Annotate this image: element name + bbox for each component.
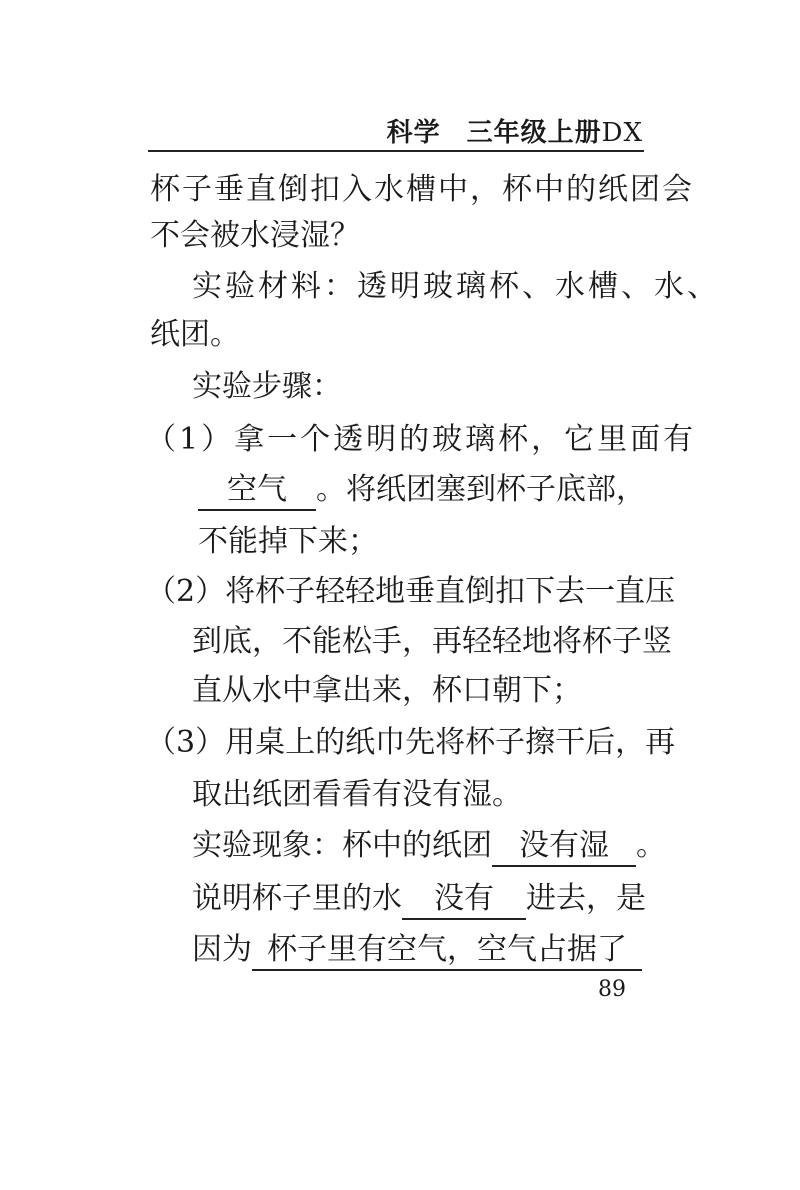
step-1-line	[198, 470, 646, 511]
explanation-text: 进去，是	[526, 881, 646, 916]
step-2-line: 到底，不能松手，再轻轻地将杯子竖	[192, 624, 672, 659]
step-1-line: （1）拿一个透明的玻璃杯，它里面有	[146, 422, 697, 457]
materials-line: 纸团。	[150, 317, 240, 352]
step-3-line: （3）用桌上的纸巾先将杯子擦干后，再	[146, 725, 676, 760]
answer-blank: 空气	[198, 473, 316, 511]
step-3-line: 取出纸团看看有没有湿。	[192, 777, 522, 812]
text-line: 杯子垂直倒扣入水槽中，杯中的纸团会	[150, 172, 694, 207]
step-2-line: （2）将杯子轻轻地垂直倒扣下去一直压	[146, 574, 676, 609]
answer-blank: 没有湿	[492, 829, 636, 867]
step-2-line: 直从水中拿出来，杯口朝下；	[192, 673, 582, 708]
header-edition: DX	[601, 118, 643, 148]
header-subject: 科学	[386, 118, 441, 148]
phenomenon-label: 实验现象：杯中的纸团	[192, 828, 492, 863]
header-grade: 三年级上册	[466, 118, 602, 148]
materials-line: 实验材料：透明玻璃杯、水槽、水、	[192, 269, 720, 304]
step-1-line: 不能掉下来；	[198, 524, 378, 559]
page-number: 89	[598, 977, 626, 1002]
step-1-text: 。将纸团塞到杯子底部，	[316, 472, 646, 507]
explanation-line	[192, 879, 646, 920]
answer-blank: 杯子里有空气，空气占据了	[252, 933, 642, 971]
phenomenon-line	[192, 826, 666, 867]
reason-line	[192, 930, 642, 971]
header-rule	[148, 150, 644, 152]
text-line: 不会被水浸湿？	[150, 218, 360, 253]
steps-label: 实验步骤：	[192, 369, 342, 404]
answer-blank: 没有	[402, 882, 526, 920]
reason-text: 因为	[192, 932, 252, 967]
phenomenon-end: 。	[636, 828, 666, 863]
page-header	[0, 112, 643, 146]
header-text	[387, 112, 643, 149]
explanation-text: 说明杯子里的水	[192, 881, 402, 916]
